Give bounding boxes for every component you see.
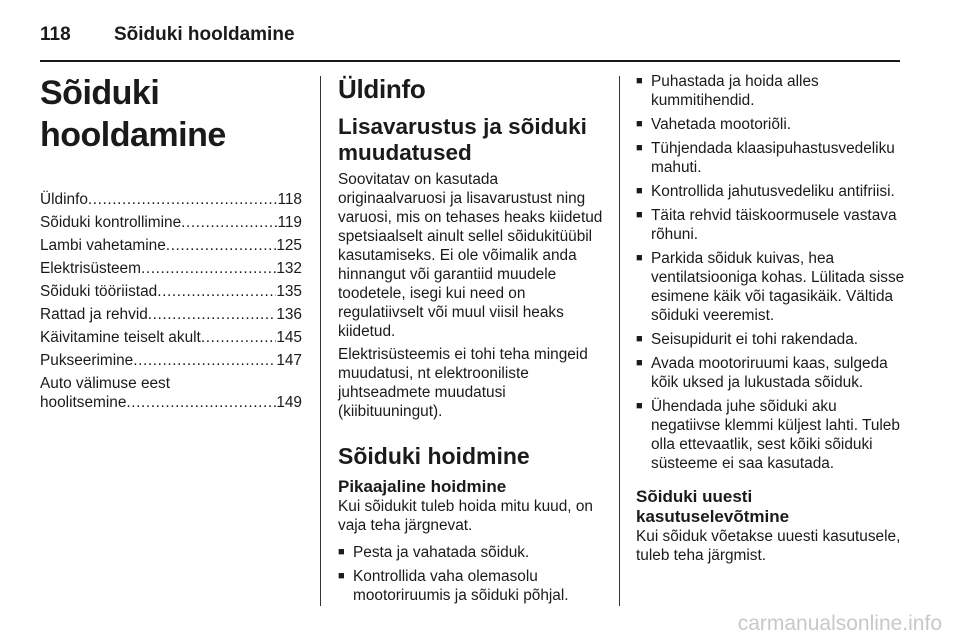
toc-entry-page: 135 [276, 283, 302, 300]
subsection-title-long-term-storage: Pikaajaline hoidmine [338, 477, 507, 496]
section-title-storage: Sõiduki hoidmine [338, 443, 530, 469]
page-header [40, 14, 900, 54]
toc-entry[interactable] [40, 213, 302, 236]
paragraph: Kui sõidukit tuleb hoida mitu kuud, on vaja teha järgnevat. [338, 498, 593, 534]
column-divider-2 [619, 76, 620, 606]
column-divider-1 [320, 76, 321, 606]
toc-entry-page: 147 [276, 352, 302, 369]
paragraph: Soovitatav on kasutada originaalvaruosi ja lisavarustust ning varuosi, mis on tehases heaks kiidetud spetsiaalselt ainult sellel sõidukitüübil kasutamiseks. Ei ole võimalik anda hinnangut või garantiid muudele toodetele, isegi kui need on regulatiivselt või muul viisil heaks kiidetud. [338, 171, 603, 340]
list-item: ■ Seisupidurit ei tohi rakendada. [636, 330, 906, 349]
toc-entry-title-line2: hoolitsemine [40, 394, 127, 411]
toc-leader [133, 351, 276, 370]
list-item: ■ Puhastada ja hoida alles kummitihendid. [636, 72, 906, 110]
toc-leader [126, 393, 276, 412]
list-item: ■ Vahetada mootoriõli. [636, 115, 906, 134]
toc-entry-title: Lambi vahetamine [40, 237, 166, 254]
toc-entry[interactable] [40, 282, 302, 305]
list-item: ■ Tühjendada klaasipuhastusvedeliku mahuti. [636, 139, 906, 177]
toc-entry[interactable] [40, 374, 302, 412]
content-column-3 [636, 72, 906, 569]
toc-entry-page: 119 [277, 214, 302, 231]
subsection-title-accessories: Lisavarustus ja sõiduki muudatused [338, 114, 587, 165]
watermark: carmanualsonline.info [737, 612, 942, 635]
list-item: ■ Avada mootoriruumi kaas, sulgeda kõik uksed ja lukustada sõiduk. [636, 354, 906, 392]
toc-leader [157, 282, 276, 301]
content-column-2 [338, 72, 610, 610]
paragraph: Elektrisüsteemis ei tohi teha mingeid muudatusi, nt elektrooniliste juhtseadmete muudatusi (kiibituuningut). [338, 346, 588, 420]
toc-entry[interactable] [40, 259, 302, 282]
toc-leader [201, 328, 276, 347]
toc-entry[interactable] [40, 351, 302, 374]
list-item: ■ Ühendada juhe sõiduki aku negatiivse klemmi küljest lahti. Tuleb olla ettevaatlik, sest kõiki sõiduki süsteeme ei saa kasutada. [636, 397, 906, 473]
toc-entry[interactable] [40, 328, 302, 351]
toc-entry[interactable] [40, 236, 302, 259]
toc-entry-page: 125 [276, 237, 302, 254]
toc-entry-page: 132 [276, 260, 302, 277]
page-number: 118 [40, 24, 71, 45]
list-item: ■ Pesta ja vahatada sõiduk. [338, 543, 610, 562]
list-item: ■ Parkida sõiduk kuivas, hea ventilatsiooniga kohas. Lülitada sisse esimene käik või tagasikäik. Vältida sõiduki veeremist. [636, 249, 906, 325]
table-of-contents [40, 190, 302, 412]
toc-entry-page: 136 [276, 306, 302, 323]
bullet-list [338, 543, 610, 605]
chapter-title: Sõiduki hooldamine [40, 74, 226, 154]
toc-leader [148, 305, 277, 324]
toc-entry-page: 149 [276, 394, 302, 411]
toc-entry-page: 145 [276, 329, 302, 346]
toc-entry-title: Pukseerimine [40, 352, 134, 369]
list-item: ■ Kontrollida jahutusvedeliku antifriisi. [636, 182, 906, 201]
list-item: ■ Kontrollida vaha olemasolu mootoriruumis ja sõiduki põhjal. [338, 567, 610, 605]
toc-entry-title-line1: Auto välimuse eest [40, 375, 171, 392]
bullet-list [636, 72, 906, 473]
toc-leader [88, 190, 278, 209]
toc-entry-title: Üldinfo [40, 191, 88, 208]
subsection-title-recommissioning: Sõiduki uuesti kasutuselevõtmine [636, 487, 790, 526]
paragraph: Kui sõiduk võetakse uuesti kasutusele, tuleb teha järgmist. [636, 528, 901, 564]
toc-entry-title: Elektrisüsteem [40, 260, 141, 277]
toc-entry-title: Sõiduki kontrollimine [40, 214, 182, 231]
toc-entry-title: Rattad ja rehvid [40, 306, 148, 323]
toc-entry-title: Sõiduki tööriistad [40, 283, 158, 300]
toc-entry-title: Käivitamine teiselt akult [40, 329, 201, 346]
toc-entry[interactable] [40, 190, 302, 213]
toc-column [40, 72, 302, 412]
list-item: ■ Täita rehvid täiskoormusele vastava rõhuni. [636, 206, 906, 244]
toc-entry[interactable] [40, 305, 302, 328]
toc-leader [166, 236, 277, 255]
running-title: Sõiduki hooldamine [114, 24, 295, 45]
toc-entry-page: 118 [277, 191, 302, 208]
toc-leader [181, 213, 277, 232]
section-title-general: Üldinfo [338, 74, 426, 104]
toc-leader [141, 259, 276, 278]
header-rule [40, 60, 900, 62]
